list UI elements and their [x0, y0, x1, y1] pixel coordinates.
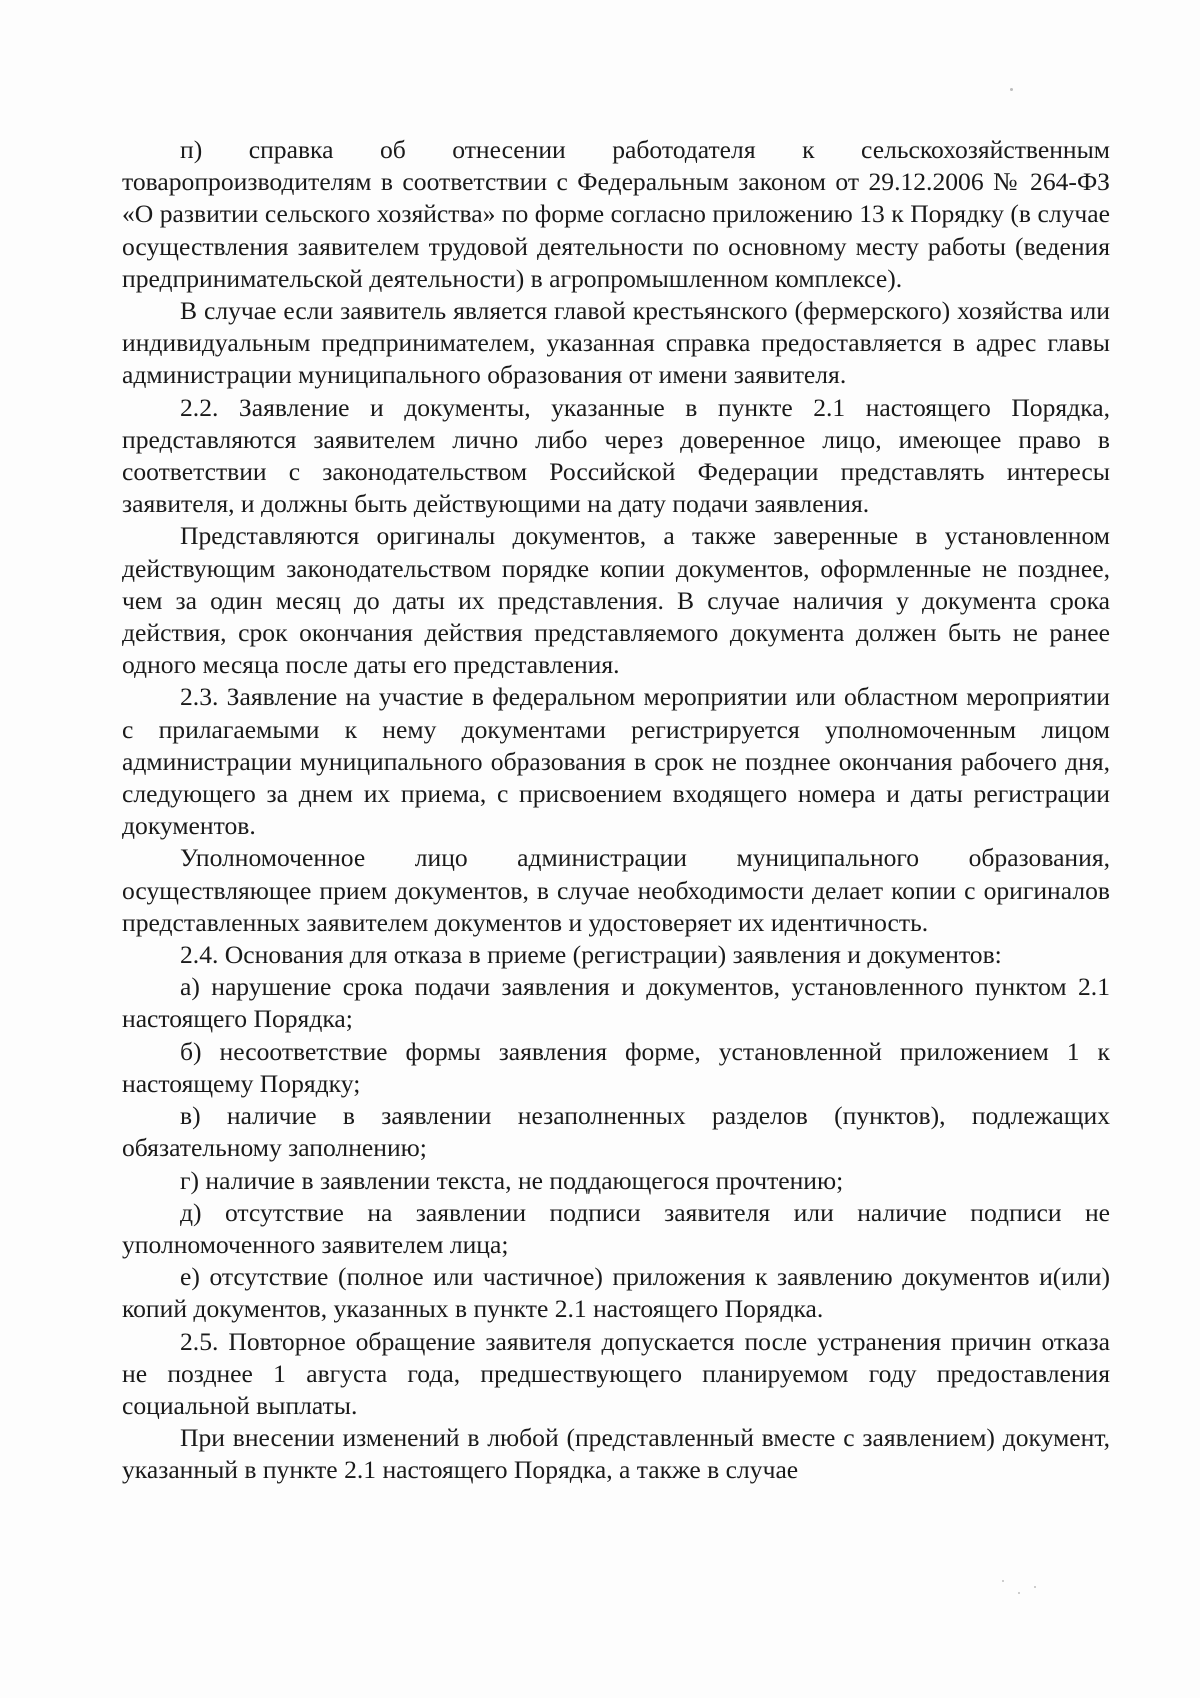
scan-speck: [1018, 1592, 1020, 1594]
paragraph-2-3: 2.3. Заявление на участие в федеральном мероприятии или областном мероприятии с прилагаемыми к нему документами регистрируется уполномоченным лицом администрации муниципального образования в срок не позднее окончания рабочего дня, следующего за днем их приема, с присвоением входящего номера и даты регистрации документов.: [122, 682, 1110, 841]
list-item-g: г) наличие в заявлении текста, не поддающегося прочтению;: [180, 1165, 844, 1195]
document-body: [122, 134, 1110, 1487]
list-item-d: д) отсутствие на заявлении подписи заявителя или наличие подписи не уполномоченного заявителем лица;: [122, 1197, 1110, 1259]
scan-speck: [1010, 88, 1013, 91]
scan-speck: [1002, 1580, 1004, 1582]
scan-speck: [1034, 1586, 1036, 1588]
paragraph-2-4: 2.4. Основания для отказа в приеме (регистрации) заявления и документов:: [180, 940, 1002, 970]
paragraph-originals: Представляются оригиналы документов, а также заверенные в установленном действующим законодательством порядке копии документов, оформленные не позднее, чем за один месяц до даты их представления. В случае наличия у документа срока действия, срок окончания действия представляемого документа должен быть не ранее одного месяца после даты его представления.: [122, 521, 1110, 680]
paragraph-farm-head-note: В случае если заявитель является главой крестьянского (фермерского) хозяйства или индивидуальным предпринимателем, указанная справка предоставляется в адрес главы администрации муниципального образования от имени заявителя.: [122, 296, 1110, 390]
list-item-e: е) отсутствие (полное или частичное) приложения к заявлению документов и(или) копий документов, указанных в пункте 2.1 настоящего Порядка.: [122, 1262, 1110, 1324]
paragraph-changes: При внесении изменений в любой (представленный вместе с заявлением) документ, указанный в пункте 2.1 настоящего Порядка, а также в случае: [122, 1423, 1110, 1485]
paragraph-authorized-person: Уполномоченное лицо администрации муниципального образования, осуществляющее прием документов, в случае необходимости делает копии с оригиналов представленных заявителем документов и удостоверяет их идентичность.: [122, 843, 1110, 937]
list-item-v: в) наличие в заявлении незаполненных разделов (пунктов), подлежащих обязательному заполнению;: [122, 1101, 1110, 1163]
paragraph-item-p: п) справка об отнесении работодателя к сельскохозяйственным товаропроизводителям в соответствии с Федеральным законом от 29.12.2006 № 264-ФЗ «О развитии сельского хозяйства» по форме согласно приложению 13 к Порядку (в случае осуществления заявителем трудовой деятельности по основному месту работы (ведения предпринимательской деятельности) в агропромышленном комплексе).: [122, 135, 1110, 293]
paragraph-2-5: 2.5. Повторное обращение заявителя допускается после устранения причин отказа не позднее 1 августа года, предшествующего планируемом году предоставления социальной выплаты.: [122, 1326, 1110, 1420]
paragraph-2-2: 2.2. Заявление и документы, указанные в пункте 2.1 настоящего Порядка, представляются заявителем лично либо через доверенное лицо, имеющее право в соответствии с законодательством Российской Федерации представлять интересы заявителя, и должны быть действующими на дату подачи заявления.: [122, 392, 1110, 519]
list-item-a: а) нарушение срока подачи заявления и документов, установленного пунктом 2.1 настоящего Порядка;: [122, 972, 1110, 1034]
list-item-b: б) несоответствие формы заявления форме, установленной приложением 1 к настоящему Порядку;: [122, 1036, 1110, 1098]
